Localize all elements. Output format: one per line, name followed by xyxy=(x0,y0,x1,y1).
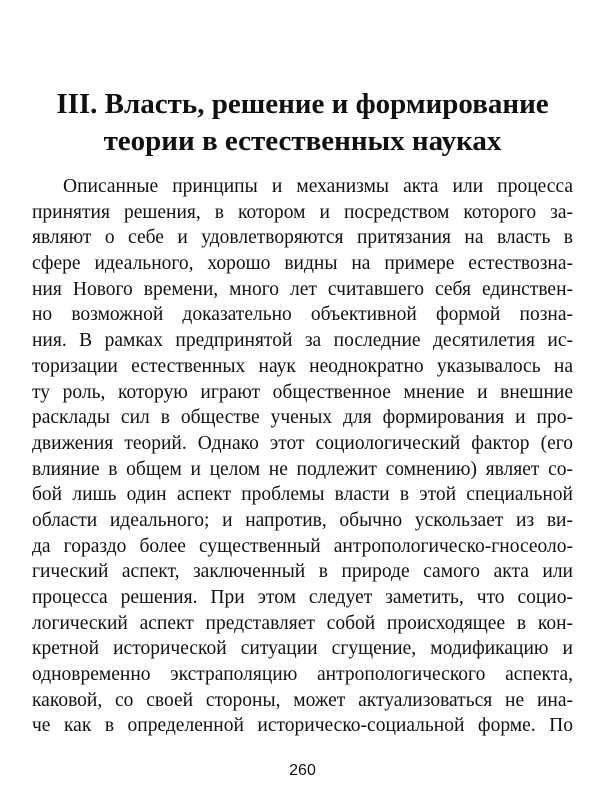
text-line: ния Нового времени, много лет считавшего себя единствен- xyxy=(32,278,573,300)
text-line: Описанные принципы и механизмы акта или процесса xyxy=(63,176,573,197)
text-line: сфере идеального, хорошо видны на примере естествозна- xyxy=(32,253,573,275)
text-line: влияние в общем и целом не подлежит сомнению) являет со- xyxy=(32,458,573,480)
text-line: че как в определенной историческо-социальной форме. По xyxy=(32,715,573,737)
text-line: торизации естественных наук неоднократно указывалось на xyxy=(32,355,573,377)
text-line: процесса решения. При этом следует заметить, что социо- xyxy=(32,587,573,608)
text-line: принятия решения, в котором и посредством которого за- xyxy=(32,201,573,223)
chapter-title-line: III. Власть, решение и формирование xyxy=(56,88,549,120)
text-line: ния. В рамках предпринятой за последние десятилетия ис- xyxy=(32,330,573,352)
page-number: 260 xyxy=(289,762,316,779)
body-paragraph xyxy=(32,174,573,739)
text-line: да гораздо более существенный антропологическо-гносеоло- xyxy=(32,535,573,557)
text-line: гический аспект, заключенный в природе самого акта или xyxy=(32,561,573,583)
text-line: расклады сил в обществе ученых для формирования и про- xyxy=(32,407,573,429)
text-line: ту роль, которую играют общественное мнение и внешние xyxy=(32,381,573,403)
chapter-title xyxy=(32,86,573,160)
text-line: области идеального; и напротив, обычно ускользает из ви- xyxy=(32,509,573,531)
text-line: но возможной доказательно объективной формой позна- xyxy=(32,304,573,326)
text-line: каковой, со своей стороны, может актуализоваться не ина- xyxy=(32,689,573,711)
text-line: кретной исторической ситуации сгущение, модификацию и xyxy=(32,638,573,660)
text-line: бой лишь один аспект проблемы власти в этой специальной xyxy=(32,484,573,506)
text-line: логический аспект представляет собой происходящее в кон- xyxy=(32,612,573,634)
text-line: движения теорий. Однако этот социологический фактор (его xyxy=(32,432,573,454)
text-line: являют о себе и удовлетворяются притязания на власть в xyxy=(32,227,573,249)
chapter-title-line: теории в естественных науках xyxy=(103,125,502,157)
text-line: одновременно экстраполяцию антропологического аспекта, xyxy=(32,664,573,686)
